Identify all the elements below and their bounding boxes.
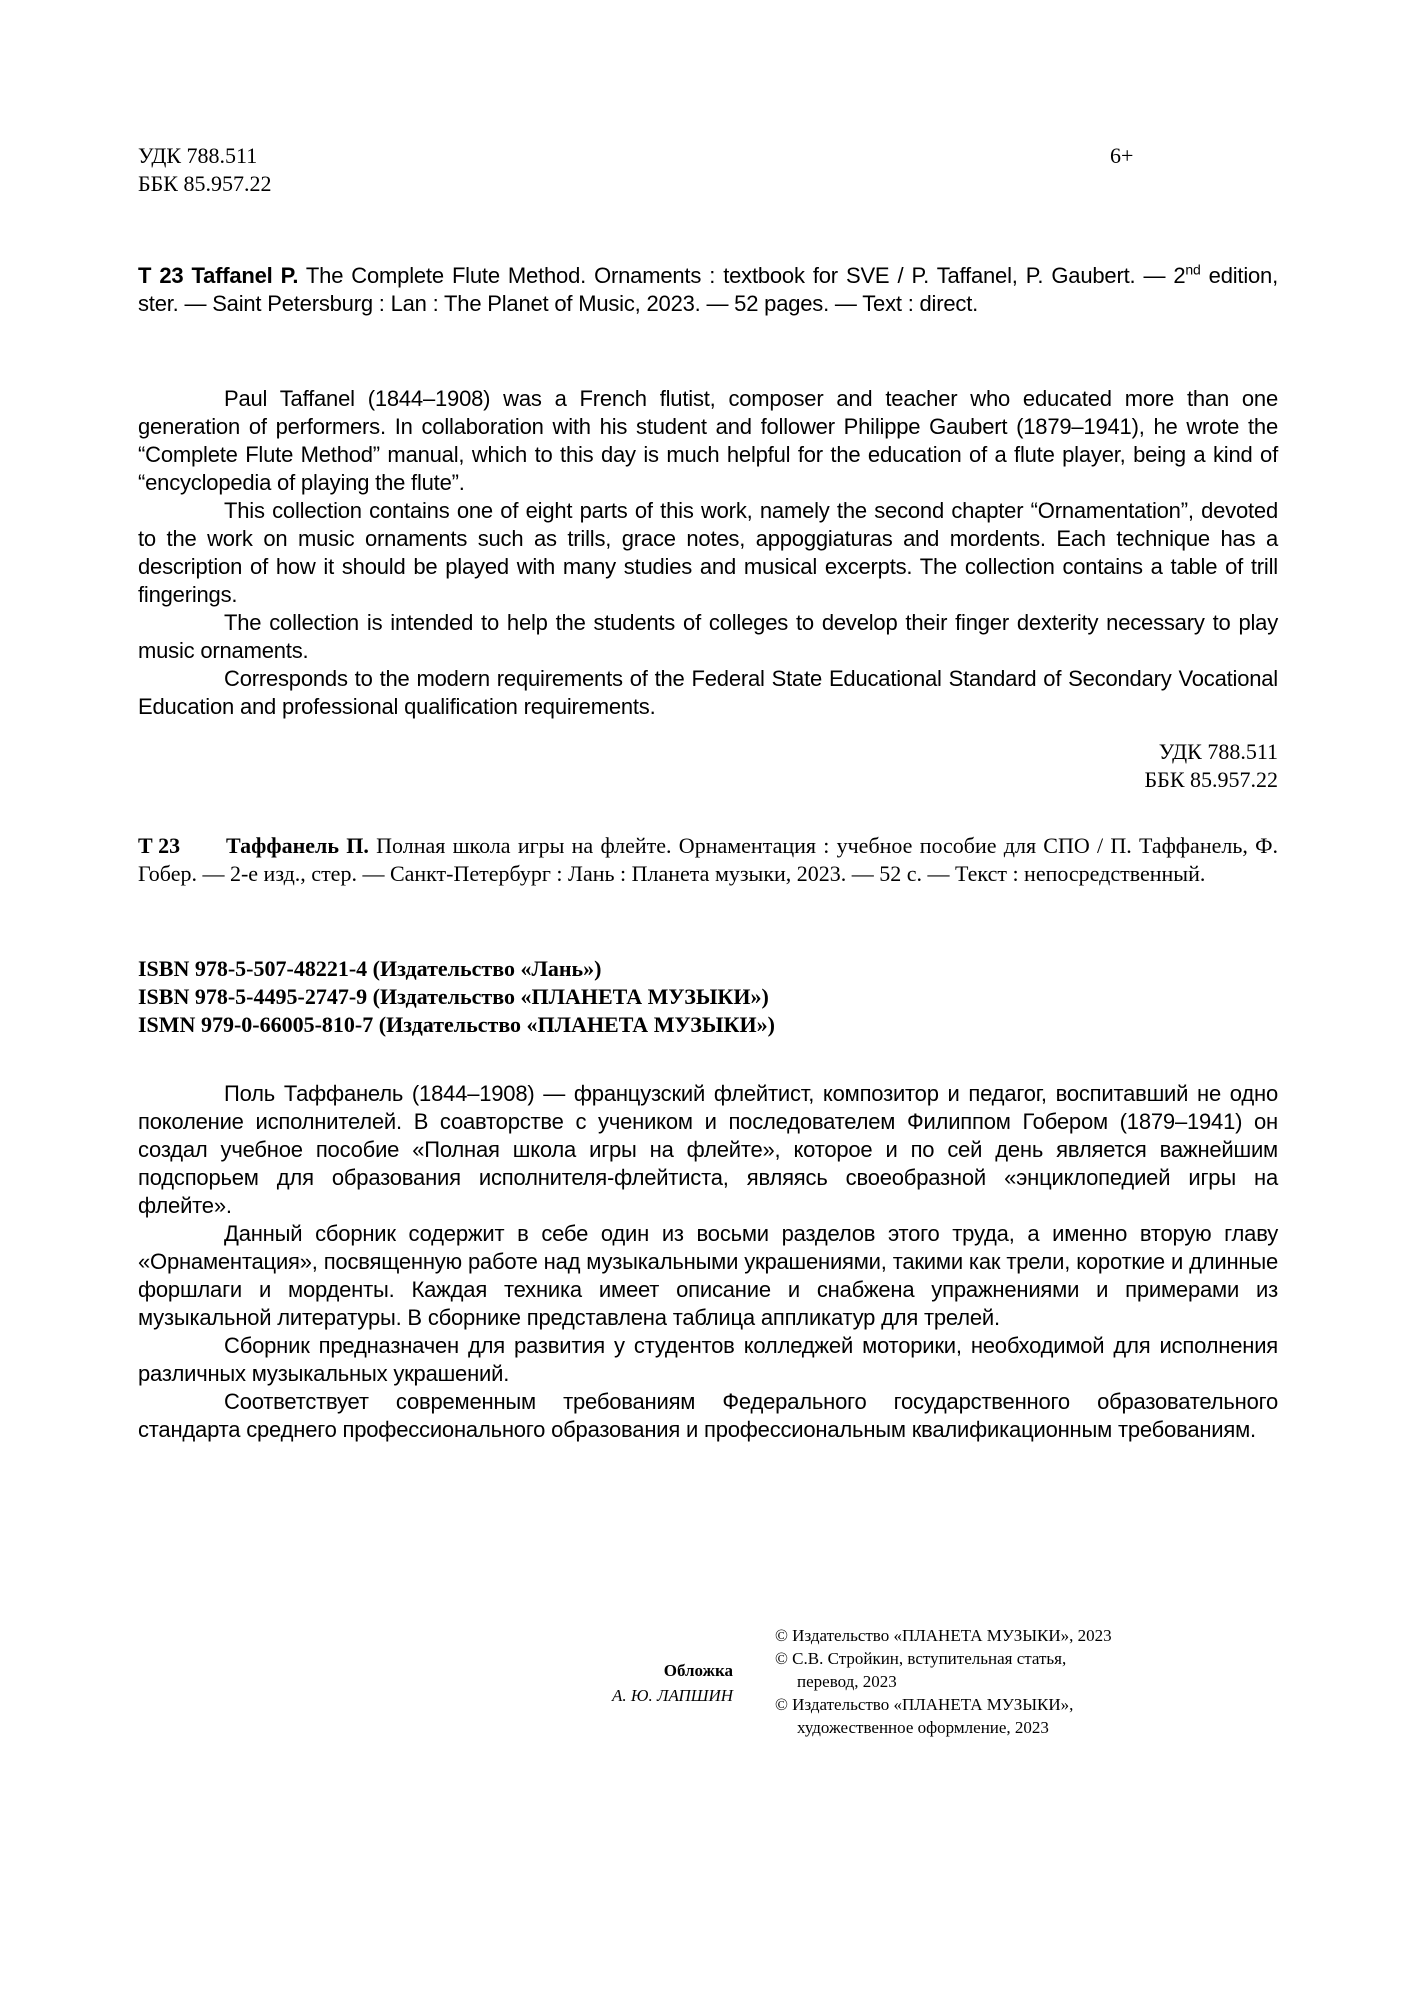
english-citation [138, 262, 1278, 318]
header-udk: УДК 788.511 [138, 143, 258, 168]
russian-citation-text: Полная школа игры на флейте. Орнаментация : учебное пособие для СПО / П. Таффанель, Ф. Гобер. — 2-е изд., стер. — Санкт-Петербург : Лань : Планета музыки, 2023. — 52 с. — Текст : непосредственный. [138, 833, 1278, 886]
english-paragraph: Paul Taffanel (1844–1908) was a French flutist, composer and teacher who educated more than one generation of performers. In collaboration with his student and follower Philippe Gaubert (1879–1941), he wrote the “Complete Flute Method” manual, which to this day is much helpful for the education of a flute player, being a kind of “encyclopedia of playing the flute”. [138, 386, 1278, 495]
english-citation-text-a: The Complete Flute Method. Ornaments : textbook for SVE / P. Taffanel, P. Gaubert. — 2 [305, 263, 1186, 288]
russian-paragraph: Сборник предназначен для развития у студентов колледжей моторики, необходимой для исполнения различных музыкальных украшений. [138, 1333, 1278, 1386]
cover-artist: А. Ю. ЛАПШИН [612, 1686, 733, 1705]
russian-paragraph: Данный сборник содержит в себе один из восьми разделов этого труда, а именно вторую главу «Орнаментация», посвященную работе над музыкальными украшениями, такими как трели, короткие и длинные форшлаги и морденты. Каждая техника имеет описание и снабжена упражнениями и примерами из музыкальной литературы. В сборнике представлена таблица аппликатур для трелей. [138, 1221, 1278, 1330]
english-index: T 23 [138, 263, 184, 288]
english-citation-sup: nd [1185, 261, 1201, 278]
copyright-design-cont: художественное оформление, 2023 [797, 1718, 1049, 1737]
english-author: Taffanel P. [191, 263, 299, 288]
russian-annotation [138, 1080, 1278, 1444]
english-udk: УДК 788.511 [1158, 739, 1278, 764]
english-citation-text-b: edition, ster. — Saint Petersburg : Lan : The Planet of Music, 2023. — 52 pages. — Text : direct. [138, 263, 1278, 316]
copyright-translator-cont: перевод, 2023 [797, 1672, 897, 1691]
copyright-translator: © С.В. Стройкин, вступительная статья, [775, 1649, 1067, 1668]
english-annotation [138, 385, 1278, 721]
english-paragraph: This collection contains one of eight parts of this work, namely the second chapter “Ornamentation”, devoted to the work on music ornaments such as trills, grace notes, appoggiaturas and mordents. Each technique has a description of how it should be played with many studies and musical excerpts. The collection contains a table of trill fingerings. [138, 498, 1278, 607]
english-paragraph: The collection is intended to help the students of colleges to develop their finger dexterity necessary to play music ornaments. [138, 610, 1278, 663]
russian-index: Т 23 [138, 833, 181, 858]
copyright-publisher: © Издательство «ПЛАНЕТА МУЗЫКИ», 2023 [775, 1626, 1112, 1645]
age-rating: 6+ [1110, 143, 1134, 168]
russian-paragraph: Соответствует современным требованиям Федерального государственного образовательного стандарта среднего профессионального образования и профессиональным квалификационным требованиям. [138, 1389, 1278, 1442]
isbn-line: ISBN 978-5-507-48221-4 (Издательство «Лань») [138, 956, 602, 981]
russian-citation [138, 832, 1278, 888]
isbn-line: ISBN 978-5-4495-2747-9 (Издательство «ПЛАНЕТА МУЗЫКИ») [138, 984, 769, 1009]
english-paragraph: Corresponds to the modern requirements of the Federal State Educational Standard of Secondary Vocational Education and professional qualification requirements. [138, 666, 1278, 719]
cover-label: Обложка [663, 1661, 733, 1680]
english-bbk: ББК 85.957.22 [1144, 767, 1278, 792]
copyright-design: © Издательство «ПЛАНЕТА МУЗЫКИ», [775, 1695, 1074, 1714]
russian-author: Таффанель П. [226, 833, 369, 858]
header-bbk: ББК 85.957.22 [138, 171, 272, 196]
russian-paragraph: Поль Таффанель (1844–1908) — французский флейтист, композитор и педагог, воспитавший не одно поколение исполнителей. В соавторстве с учеником и последователем Филиппом Гобером (1879–1941) он создал учебное пособие «Полная школа игры на флейте», которое и по сей день является важнейшим подспорьем для образования исполнителя-флейтиста, являясь своеобразной «энциклопедией игры на флейте». [138, 1081, 1278, 1218]
ismn-line: ISMN 979-0-66005-810-7 (Издательство «ПЛАНЕТА МУЗЫКИ») [138, 1012, 775, 1037]
